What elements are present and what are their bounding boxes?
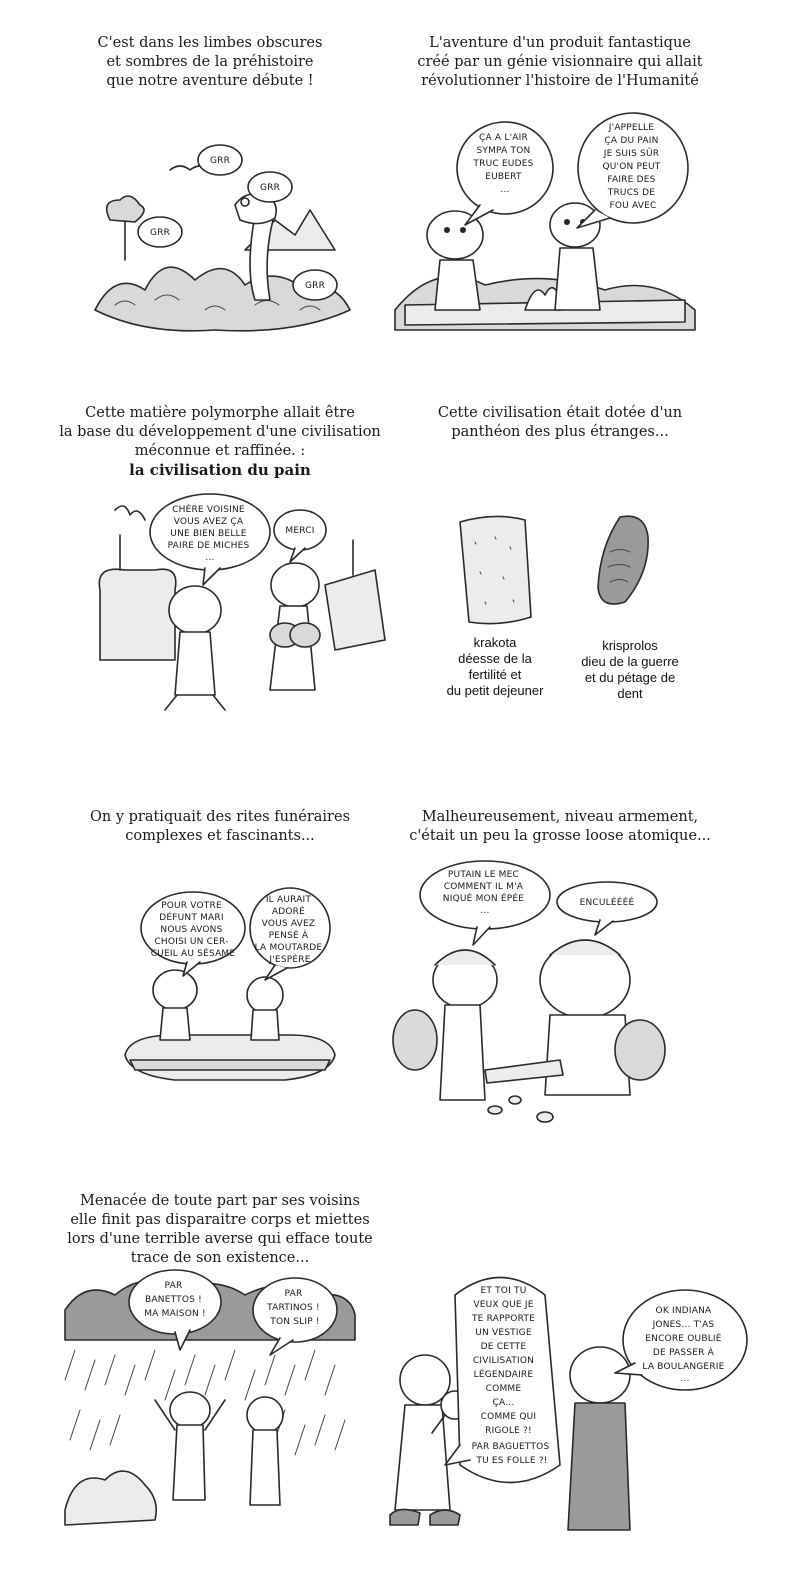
svg-text:ENCULÉÉÉÉ: ENCULÉÉÉÉ: [579, 898, 635, 908]
panel-3-caption: Cette matière polymorphe allait être la base du développement d'une civilisation méconnue et raffinée. : la civilisation du pain: [50, 404, 390, 480]
krisprolos-label: krisprolos dieu de la guerre et du pétage de dent: [581, 638, 679, 701]
panel-1-bubble-3: [138, 217, 182, 247]
svg-text:ÇA A L'AIR SYMPA TON: ÇA A L'AIR SYMPA TON TRUC EUDES EUBERT ...: [473, 133, 534, 195]
svg-text:ET TOI TU VEUX QUE JE: ET TOI TU VEUX QUE JE TE RAPPORTE UN VESTIGE DE CETTE CIVILISATION LÉGENDAIRE COMME ÇA... COMME QUI RIGOLE ?! PAR BAGUETTOS TU ES FOLLE ?!: [471, 1286, 550, 1466]
panel-8-bubble-1: [445, 1278, 560, 1483]
svg-text:GRR: GRR: [304, 281, 326, 291]
panel-1-bubble-2: [248, 172, 292, 202]
svg-text:PUTAIN LE MEC COMMENT IL: PUTAIN LE MEC COMMENT IL M'A NIQUÉ MON ÉPÉE ...: [442, 870, 525, 916]
krisprolos-rusk-illustration: [590, 512, 660, 612]
krakota-cracker-illustration: [455, 512, 535, 632]
panel-6-bread-swords: [385, 855, 685, 1125]
svg-text:GRR: GRR: [209, 156, 231, 166]
panel-7-bubble-2: [253, 1278, 337, 1355]
panel-2-caption: L'aventure d'un produit fantastique créé par un génie visionnaire qui allait révolutionner l'histoire de l'Humanité: [417, 35, 703, 89]
svg-text:J'APPELLE ÇA DU PAIN: J'APPELLE ÇA DU PAIN JE SUIS SÛR QU'ON PEUT FAIRE DES TRUCS DE FOU AVEC: [602, 123, 661, 211]
svg-text:PAR BANETTOS ! MA: PAR BANETTOS ! MA MAISON !: [144, 1281, 206, 1319]
svg-text:GRR: GRR: [259, 183, 281, 193]
panel-2-bubble-2: [577, 113, 688, 228]
panel-8-modern-explorer: [360, 1265, 760, 1550]
svg-text:OK INDIANA JONES... T'AS: OK INDIANA JONES... T'AS ENCORE OUBLIÉ DE PASSER À LA BOULANGERIE ...: [642, 1306, 725, 1384]
panel-6-bubble-1: [420, 861, 550, 945]
panel-5-caption: On y pratiquait des rites funéraires complexes et fascinants...: [89, 809, 351, 844]
krakota-label: krakota déesse de la fertilité et du petit dejeuner: [446, 635, 544, 698]
panel-1-prehistoric-landscape: [95, 140, 355, 340]
panel-4-caption: Cette civilisation était dotée d'un panthéon des plus étranges...: [437, 405, 683, 440]
panel-6-caption: Malheureusement, niveau armement, c'était un peu la grosse loose atomique...: [409, 809, 711, 844]
panel-5-funeral-sandwich: [115, 890, 345, 1100]
svg-text:PAR TARTINOS ! TON: PAR TARTINOS ! TON SLIP !: [267, 1289, 320, 1327]
panel-3-bread-village: [85, 490, 405, 730]
svg-text:POUR VOTRE DÉFUNT MARI: POUR VOTRE DÉFUNT MARI NOUS AVONS CHOISI UN CER- CUEIL AU SÉSAME: [150, 901, 236, 959]
svg-text:CHÈRE VOISINE VOUS AVEZ: CHÈRE VOISINE VOUS AVEZ ÇA UNE BIEN BELLE PAIRE DE MICHES ...: [167, 505, 250, 563]
panel-2-bubble-1: [457, 122, 553, 225]
panel-1-bubble-4: [293, 270, 337, 300]
panel-7-caption: Menacée de toute part par ses voisins elle finit pas disparaitre corps et miettes lors d'une terrible averse qui efface toute trace de son existence...: [67, 1193, 373, 1266]
svg-text:GRR: GRR: [149, 228, 171, 238]
svg-text:IL AURAIT ADORÉ VO: IL AURAIT ADORÉ VOUS AVEZ PENSÉ À LA MOUTARDE J'ESPÈRE: [254, 895, 323, 965]
svg-text:MERCI: MERCI: [285, 526, 315, 536]
panel-5-bubble-2: [250, 888, 330, 980]
panel-1-bubble-1: [198, 145, 242, 175]
civilisation-du-pain-title: la civilisation du pain: [129, 461, 311, 479]
panel-3-bubble-2: [274, 510, 326, 562]
panel-6-bubble-2: [557, 882, 657, 935]
panel-2-cavemen-fire: [395, 110, 695, 340]
panel-7-rainstorm: [65, 1270, 355, 1540]
panel-5-bubble-1: [141, 892, 245, 976]
panel-8-bubble-2: [615, 1290, 747, 1390]
panel-1-caption: C'est dans les limbes obscures et sombres de la préhistoire que notre aventure débute !: [97, 35, 323, 89]
